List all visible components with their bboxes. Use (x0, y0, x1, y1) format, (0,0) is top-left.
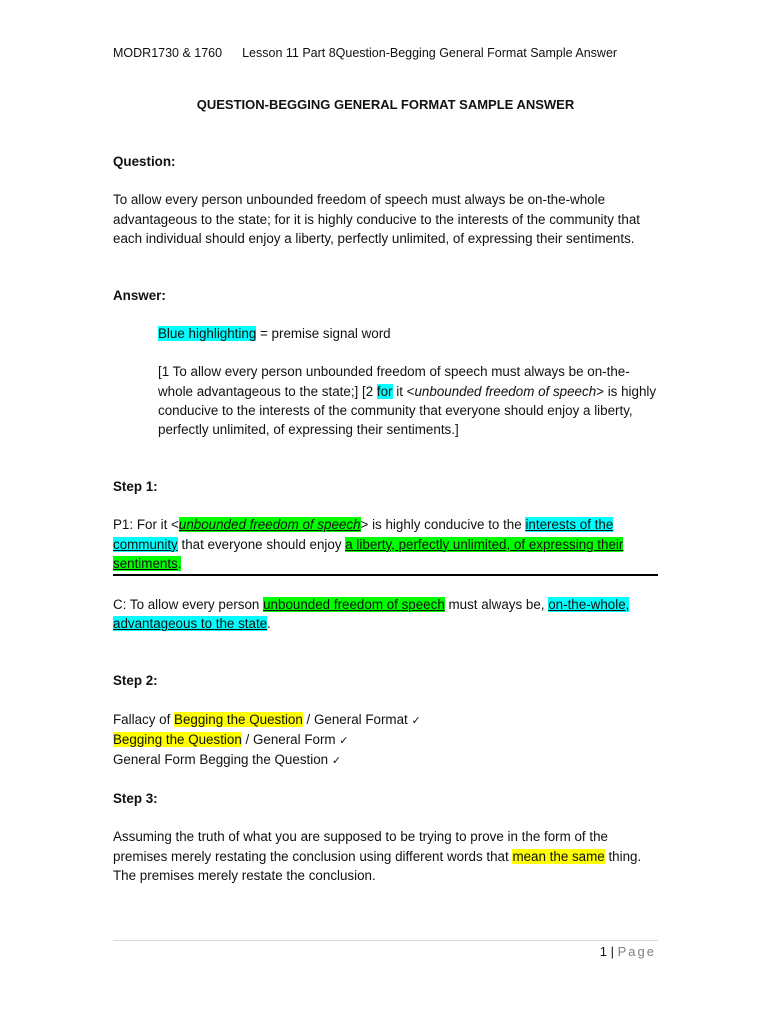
p1-italic-phrase: unbounded freedom of speech (178, 517, 361, 533)
line1-highlight: Begging the Question (174, 711, 303, 727)
step2-line-3 (113, 750, 658, 770)
question-label: Question: (113, 154, 176, 170)
line2-rest: / General Form (241, 731, 340, 747)
page-header (113, 46, 617, 60)
line1-prefix: Fallacy of (113, 711, 175, 727)
step2-label: Step 2: (113, 673, 158, 689)
document-body (113, 95, 658, 885)
step3-part-2: thing. The premises merely restate the conclusion. (113, 848, 642, 883)
c-middle: must always be, (444, 597, 549, 613)
premise-1 (113, 515, 658, 576)
step3-label: Step 3: (113, 791, 158, 807)
footer-separator: | (607, 944, 618, 959)
step3-highlight: mean the same (512, 848, 605, 864)
step2-line-1 (113, 710, 658, 730)
footer-divider (113, 940, 658, 941)
p1-end: . (177, 555, 182, 571)
c-end: . (267, 616, 271, 632)
step3-part-1: Assuming the truth of what you are supposed to be trying to prove in the form of the premises merely restating the conclusion using different words that (113, 829, 608, 864)
header-course: MODR1730 & 1760 (113, 46, 223, 60)
p1-prefix: P1: For it < (113, 517, 179, 533)
step1-label: Step 1: (113, 479, 158, 495)
argument-part-3: > is highly conducive to the interests of the community that everyone should enjoy a liberty, perfectly unlimited, of expressing their sentiments.] (158, 383, 657, 438)
conclusion (113, 595, 658, 633)
answer-label: Answer: (113, 288, 166, 304)
step2-lines (113, 710, 658, 771)
document-title: QUESTION-BEGGING GENERAL FORMAT SAMPLE ANSWER (196, 97, 575, 112)
premise-signal-word: for (376, 383, 393, 399)
step3-text (113, 827, 658, 885)
argument-italic: unbounded freedom of speech (414, 383, 597, 399)
page-footer (600, 944, 656, 959)
p1-green-phrase: a liberty, perfectly unlimited, of expressing their sentiments (113, 536, 624, 571)
checkmark-icon: ✓ (331, 754, 342, 768)
p1-middle-1: > is highly conducive to the (360, 517, 526, 533)
p1-middle-2: that everyone should enjoy (177, 536, 346, 552)
checkmark-icon: ✓ (339, 733, 349, 747)
page-word: Page (617, 944, 656, 959)
step2-line-2 (113, 730, 658, 750)
c-green-phrase: unbounded freedom of speech (263, 597, 445, 613)
argument-text (113, 362, 658, 439)
argument-part-1: [1 To allow every person unbounded freedom of speech must always be on-the-whole advantageous to the state;] [2 (158, 364, 630, 399)
line3-text: General Form Begging the Question (113, 752, 332, 768)
argument-part-2: it < (392, 383, 415, 399)
legend-highlight: Blue highlighting (158, 326, 257, 342)
c-prefix: C: To allow every person (113, 597, 264, 613)
line1-rest: / General Format (302, 711, 412, 727)
highlight-legend (113, 324, 658, 343)
c-blue-phrase: on-the-whole, advantageous to the state (113, 597, 630, 632)
header-lesson: Lesson 11 Part 8Question-Begging General Format Sample Answer (242, 46, 618, 60)
p1-blue-phrase: interests of the community (113, 517, 614, 552)
page-number: 1 (599, 944, 608, 959)
checkmark-icon: ✓ (411, 713, 421, 727)
question-text: To allow every person unbounded freedom of speech must always be on-the-whole advantageous to the state; for it is highly conducive to the interests of the community that each individual should enjoy a liberty, perfectly unlimited, of expressing their sentiments. (113, 192, 640, 246)
legend-text: = premise signal word (256, 326, 391, 342)
line2-highlight: Begging the Question (113, 731, 242, 747)
